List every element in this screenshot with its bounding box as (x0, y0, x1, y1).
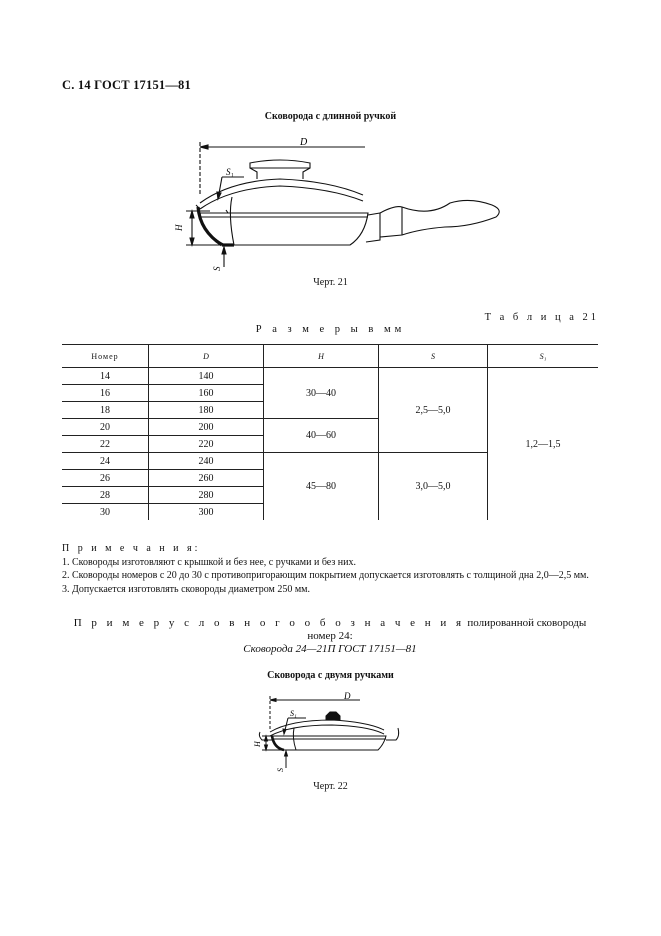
cell-h-group: 45—80 (264, 453, 379, 521)
dim-s1-label: S₁ (226, 167, 234, 177)
page-header: С. 14 ГОСТ 17151—81 (62, 78, 191, 92)
dim-d-label: D (344, 691, 351, 701)
example-rest: полированной сковороды номер 24: (307, 617, 587, 642)
example-section (62, 617, 598, 656)
figure-22-drawing (250, 690, 410, 780)
cell-s1: 1,2—1,5 (488, 368, 599, 521)
col-header-s1: S₁ (488, 345, 599, 368)
cell-number: 14 (100, 370, 110, 382)
cell-s-group: 2,5—5,0 (379, 368, 488, 453)
cell-d: 180 (149, 402, 264, 419)
cell-h-group: 40—60 (264, 419, 379, 453)
cell-d: 280 (149, 487, 264, 504)
dim-s-label: S (276, 768, 285, 772)
cell-d: 200 (149, 419, 264, 436)
cell-number: 24 (62, 453, 149, 470)
figure-22-title: Сковорода с двумя ручками (267, 670, 394, 681)
cell-number: 16 (62, 385, 149, 402)
cell-number: 28 (62, 487, 149, 504)
dim-h-label: H (174, 224, 184, 231)
table-header-row (62, 345, 598, 368)
cell-d: 140 (149, 368, 264, 385)
cell-number: 26 (62, 470, 149, 487)
figure-21-title: Сковорода с длинной ручкой (264, 111, 397, 122)
dim-s1-label: S₁ (290, 709, 297, 718)
cell-number: 22 (62, 436, 149, 453)
note-item: 3. Допускается изготовлять сковороды диаметром 250 мм. (62, 583, 310, 595)
cell-s-group: 3,0—5,0 (379, 453, 488, 521)
cell-d: 300 (149, 504, 264, 521)
cell-d: 160 (149, 385, 264, 402)
col-header-number: Номер (62, 345, 149, 368)
table-label: Т а б л и ц а 21 (484, 312, 599, 323)
dimensions-table (62, 344, 598, 520)
cell-d: 240 (149, 453, 264, 470)
cell-number: 20 (62, 419, 149, 436)
notes-section (62, 542, 598, 596)
figure-22-caption: Черт. 22 (313, 781, 348, 792)
dim-d-label: D (300, 137, 308, 148)
cell-d: 260 (149, 470, 264, 487)
example-lead: П р и м е р у с л о в н о г о о б о з н а ч е н и я (73, 617, 465, 629)
cell-h-group: 30—40 (264, 368, 379, 419)
cell-number: 18 (62, 402, 149, 419)
note-item: 2. Сковороды номеров с 20 до 30 с противопригорающим покрытием допускается изготовлять с толщиной дна 2,0—2,5 мм. (62, 570, 589, 581)
cell-d: 220 (149, 436, 264, 453)
example-designation: Сковорода 24—21П ГОСТ 17151—81 (243, 643, 417, 655)
dim-s-label: S (212, 266, 222, 271)
col-header-d: D (149, 345, 264, 368)
notes-heading: П р и м е ч а н и я: (62, 543, 201, 554)
col-header-s: S (379, 345, 488, 368)
cell-number: 30 (62, 504, 149, 521)
figure-21-caption: Черт. 21 (313, 277, 348, 288)
col-header-h: H (264, 345, 379, 368)
dim-h-label: H (253, 741, 262, 747)
table-row (62, 368, 598, 385)
figure-21-drawing (170, 135, 520, 275)
note-item: 1. Сковороды изготовляют с крышкой и без нее, с ручками и без них. (62, 556, 356, 568)
table-subtitle: Р а з м е р ы в мм (255, 324, 406, 335)
